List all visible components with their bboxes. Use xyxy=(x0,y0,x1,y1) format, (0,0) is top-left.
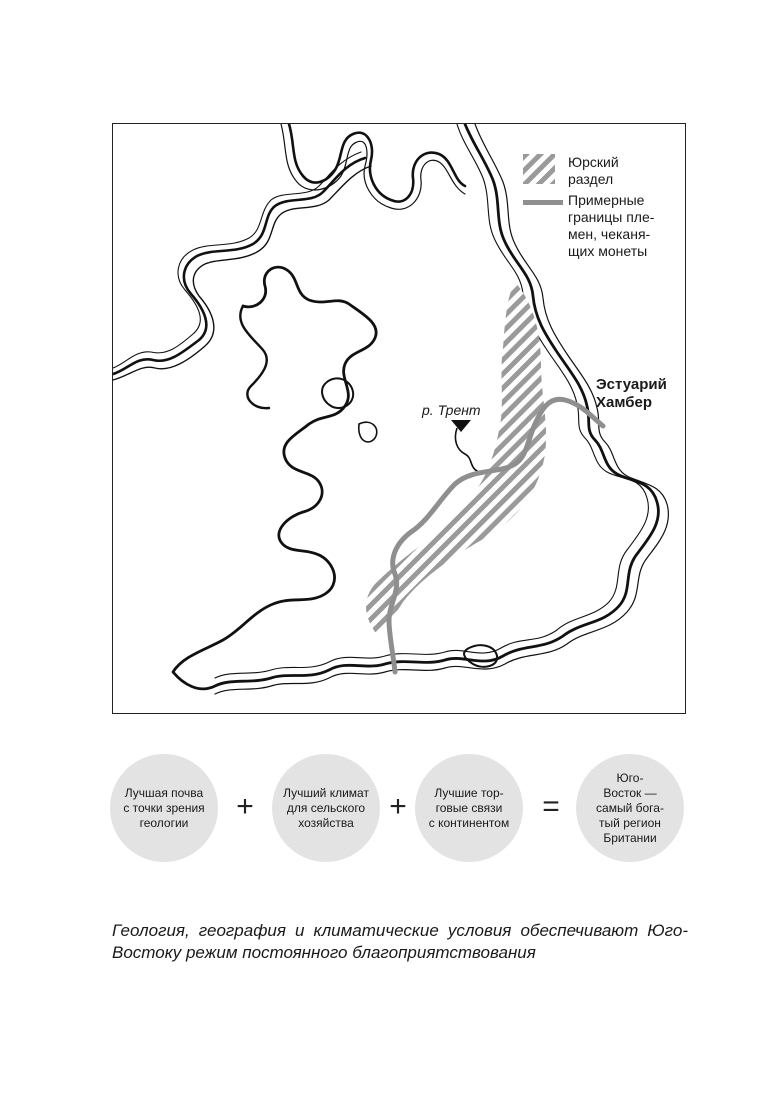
legend-jurassic xyxy=(523,154,683,188)
boundary-line-swatch-icon xyxy=(523,200,563,205)
trent-marker-icon xyxy=(451,420,471,432)
term-climate-circle: Лучший климат для сельского хозяйства xyxy=(272,754,380,862)
river-trent-label: р. Трент xyxy=(422,402,481,418)
term-soil-circle: Лучшая почва с точки зрения геологии xyxy=(110,754,218,862)
scotland-coastline xyxy=(281,124,465,209)
legend-jurassic-label: Юрский раздел xyxy=(568,154,619,187)
ireland-coastline xyxy=(113,152,371,380)
isle-of-wight-coastline xyxy=(464,645,497,667)
result-circle: Юго- Восток — самый бога- тый регион Британии xyxy=(576,754,684,862)
map-legend xyxy=(523,154,683,260)
plus-operator: + xyxy=(389,790,407,823)
equals-operator: = xyxy=(542,790,560,823)
plus-operator: + xyxy=(236,790,254,823)
prosperity-equation xyxy=(110,754,690,872)
legend-boundary xyxy=(523,192,683,260)
hatch-swatch-icon xyxy=(523,154,555,184)
river-trent xyxy=(455,428,479,472)
humber-estuary-label: Эстуарий Хамбер xyxy=(596,376,667,411)
legend-boundary-label: Примерные границы пле- мен, чеканя- щих монеты xyxy=(568,192,655,259)
term-trade-circle: Лучшие тор- говые связи с континентом xyxy=(415,754,523,862)
map-frame xyxy=(112,123,686,714)
figure-caption: Геология, география и климатические условия обеспечивают Юго-Востоку режим постоянного благоприятствования xyxy=(112,921,688,962)
